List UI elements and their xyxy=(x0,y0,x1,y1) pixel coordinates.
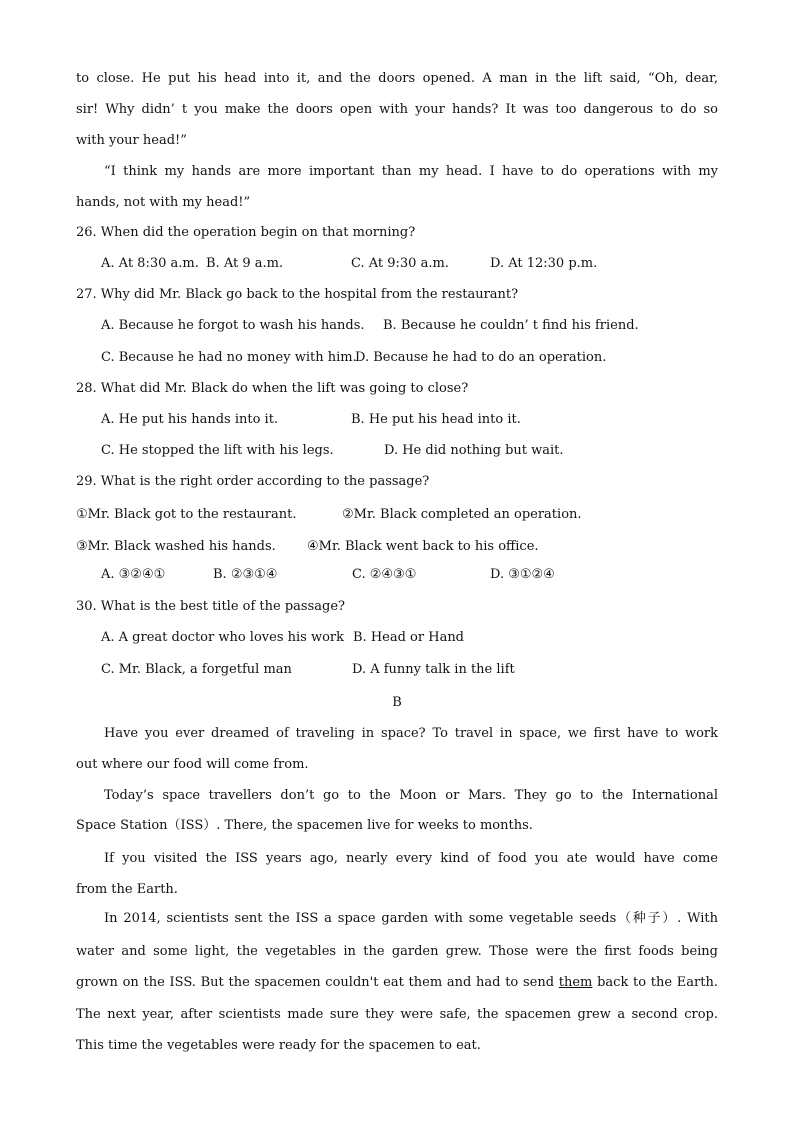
passage-b-p1-line-2: out where our food will come from. xyxy=(76,757,309,772)
question-28-option-c[interactable]: C. He stopped the lift with his legs. xyxy=(101,443,334,458)
underlined-word-them: them xyxy=(558,975,593,990)
passage-b-p4-line-2: water and some light, the vegetables in the garden grew. Those were the first foods being xyxy=(76,944,718,959)
question-29-option-c[interactable]: C. ②④③① xyxy=(352,567,417,582)
question-26-option-c[interactable]: C. At 9:30 a.m. xyxy=(351,256,449,271)
passage-a-reply-line-2: hands, not with my head!” xyxy=(76,195,251,210)
passage-a-line-3: with your head!” xyxy=(76,133,187,148)
passage-b-p4-line-3 xyxy=(76,975,718,991)
passage-b-p1-line-1: Have you ever dreamed of traveling in space? To travel in space, we first have to work xyxy=(104,726,718,741)
question-30-option-b[interactable]: B. Head or Hand xyxy=(353,630,465,645)
section-heading-b: B xyxy=(392,695,402,710)
question-27-option-a[interactable]: A. Because he forgot to wash his hands. xyxy=(101,318,365,333)
question-26-option-d[interactable]: D. At 12:30 p.m. xyxy=(490,256,598,271)
question-27-option-c[interactable]: C. Because he had no money with him. xyxy=(101,350,357,365)
question-30-option-c[interactable]: C. Mr. Black, a forgetful man xyxy=(101,662,292,677)
line-3-text-after: back to the Earth. xyxy=(592,975,718,990)
passage-b-p2-line-2: Space Station（ISS）. There, the spacemen live for weeks to months. xyxy=(76,818,533,833)
passage-b-p3-line-1: If you visited the ISS years ago, nearly every kind of food you ate would have come xyxy=(104,851,718,866)
question-28-option-a[interactable]: A. He put his hands into it. xyxy=(101,412,279,427)
question-26-option-a[interactable]: A. At 8:30 a.m. xyxy=(101,256,199,271)
question-27-stem: 27. Why did Mr. Black go back to the hospital from the restaurant? xyxy=(76,287,519,302)
question-29-event-1: ①Mr. Black got to the restaurant. xyxy=(76,507,297,522)
question-27-option-b[interactable]: B. Because he couldn’ t find his friend. xyxy=(383,318,639,333)
question-28-option-b[interactable]: B. He put his head into it. xyxy=(351,412,521,427)
question-26-stem: 26. When did the operation begin on that morning? xyxy=(76,225,416,240)
question-26-option-b[interactable]: B. At 9 a.m. xyxy=(206,256,284,271)
question-28-option-d[interactable]: D. He did nothing but wait. xyxy=(384,443,564,458)
question-30-option-d[interactable]: D. A funny talk in the lift xyxy=(352,662,515,677)
line-3-text-before: grown on the ISS. But the spacemen couldn't eat them and had to send xyxy=(76,975,559,990)
question-29-stem: 29. What is the right order according to the passage? xyxy=(76,474,430,489)
passage-b-p3-line-2: from the Earth. xyxy=(76,882,178,897)
question-30-option-a[interactable]: A. A great doctor who loves his work xyxy=(101,630,345,645)
question-30-stem: 30. What is the best title of the passage? xyxy=(76,599,346,614)
passage-a-line-2: sir! Why didn’ t you make the doors open with your hands? It was too dangerous to do so xyxy=(76,102,718,117)
passage-b-p4-line-5: This time the vegetables were ready for the spacemen to eat. xyxy=(76,1038,481,1053)
passage-b-p4-line-4: The next year, after scientists made sure they were safe, the spacemen grew a second crop. xyxy=(76,1007,718,1022)
passage-a-reply-line-1: “I think my hands are more important than my head. I have to do operations with my xyxy=(104,164,718,179)
question-29-option-d[interactable]: D. ③①②④ xyxy=(490,567,555,582)
question-29-option-b[interactable]: B. ②③①④ xyxy=(213,567,278,582)
passage-b-p4-line-1: In 2014, scientists sent the ISS a space garden with some vegetable seeds（种子）. With xyxy=(104,911,718,926)
question-29-event-2: ②Mr. Black completed an operation. xyxy=(342,507,582,522)
question-29-option-a[interactable]: A. ③②④① xyxy=(101,567,166,582)
passage-b-p2-line-1: Today’s space travellers don’t go to the Moon or Mars. They go to the International xyxy=(104,788,718,803)
question-29-event-4: ④Mr. Black went back to his office. xyxy=(307,539,539,554)
question-28-stem: 28. What did Mr. Black do when the lift was going to close? xyxy=(76,381,469,396)
passage-a-line-1: to close. He put his head into it, and the doors opened. A man in the lift said, “Oh, dear, xyxy=(76,71,718,86)
question-29-event-3: ③Mr. Black washed his hands. xyxy=(76,539,276,554)
question-27-option-d[interactable]: D. Because he had to do an operation. xyxy=(355,350,607,365)
